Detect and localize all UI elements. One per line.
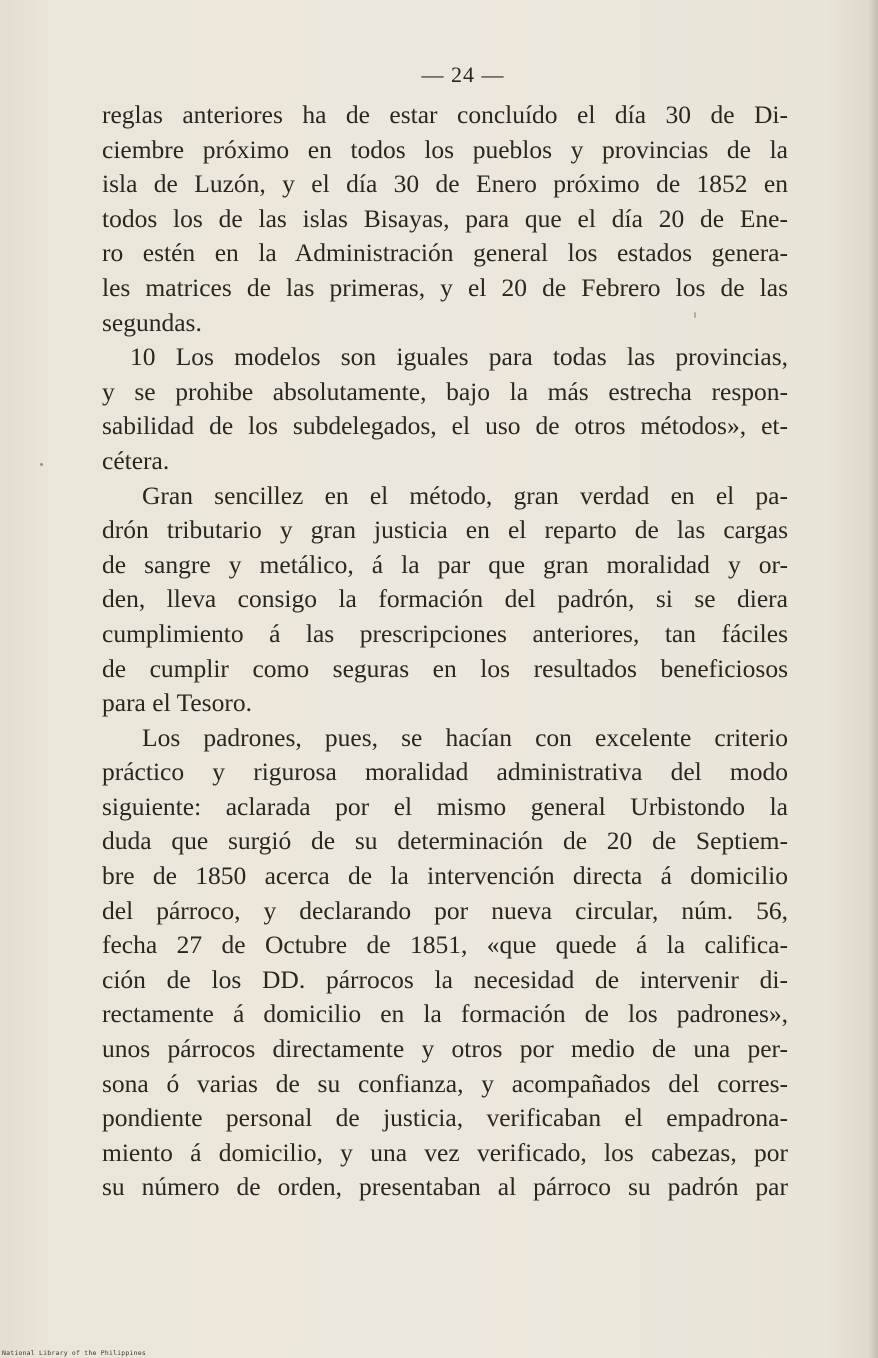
text-line: den, lleva consigo la formación del padrón, si se diera (102, 584, 788, 614)
text-line: de sangre y metálico, á la par que gran moralidad y or- (102, 549, 788, 579)
text-line: ción de los DD. párrocos la necesidad de intervenir di- (102, 964, 788, 994)
text-line: cumplimiento á las prescripciones anteriores, tan fáciles (102, 618, 788, 648)
text-line: todos los de las islas Bisayas, para que el día 20 de Ene- (102, 203, 788, 233)
text-line: cétera. (102, 445, 170, 475)
paper-speck (40, 463, 43, 466)
text-line: duda que surgió de su determinación de 20 de Septiem- (102, 826, 788, 856)
text-line: segundas. (102, 307, 202, 337)
text-line: unos párrocos directamente y otros por medio de una per- (102, 1034, 788, 1064)
text-line: isla de Luzón, y el día 30 de Enero próximo de 1852 en (102, 169, 788, 199)
text-line: drón tributario y gran justicia en el reparto de las cargas (102, 515, 788, 545)
text-line: ro estén en la Administración general los estados genera- (102, 238, 788, 268)
text-line: 10 Los modelos son iguales para todas las provincias, (130, 342, 788, 372)
text-line: sabilidad de los subdelegados, el uso de otros métodos», et- (102, 411, 788, 441)
page-number: — 24 — (421, 62, 505, 87)
text-line: Gran sencillez en el método, gran verdad en el pa- (142, 480, 788, 510)
page-edge-shadow (868, 0, 878, 1358)
text-line: de cumplir como seguras en los resultados beneficiosos (102, 653, 788, 683)
text-line: les matrices de las primeras, y el 20 de Febrero los de las (102, 272, 788, 302)
text-line: Los padrones, pues, se hacían con excelente criterio (142, 722, 788, 752)
text-line: para el Tesoro. (102, 688, 252, 718)
text-line: rectamente á domicilio en la formación de los padrones», (102, 999, 788, 1029)
body-text (102, 98, 788, 1205)
text-line: práctico y rigurosa moralidad administrativa del modo (102, 757, 788, 787)
text-line: del párroco, y declarando por nueva circular, núm. 56, (102, 895, 788, 925)
text-line: fecha 27 de Octubre de 1851, «que quede á la califica- (102, 930, 788, 960)
text-line: bre de 1850 acerca de la intervención directa á domicilio (102, 861, 788, 891)
text-line: pondiente personal de justicia, verificaban el empadrona- (102, 1103, 788, 1133)
text-line: y se prohibe absolutamente, bajo la más estrecha respon- (102, 376, 788, 406)
text-line: ciembre próximo en todos los pueblos y provincias de la (102, 134, 788, 164)
text-line: su número de orden, presentaban al párroco su padrón par (102, 1172, 788, 1202)
text-line: siguiente: aclarada por el mismo general Urbistondo la (102, 791, 788, 821)
text-line: reglas anteriores ha de estar concluído el día 30 de Di- (102, 100, 788, 129)
text-line: sona ó varias de su confianza, y acompañados del corres- (102, 1068, 788, 1098)
paper-speck (694, 312, 696, 318)
text-line: miento á domicilio, y una vez verificado, los cabezas, por (102, 1137, 788, 1167)
library-credit: National Library of the Philippines (2, 1349, 146, 1357)
